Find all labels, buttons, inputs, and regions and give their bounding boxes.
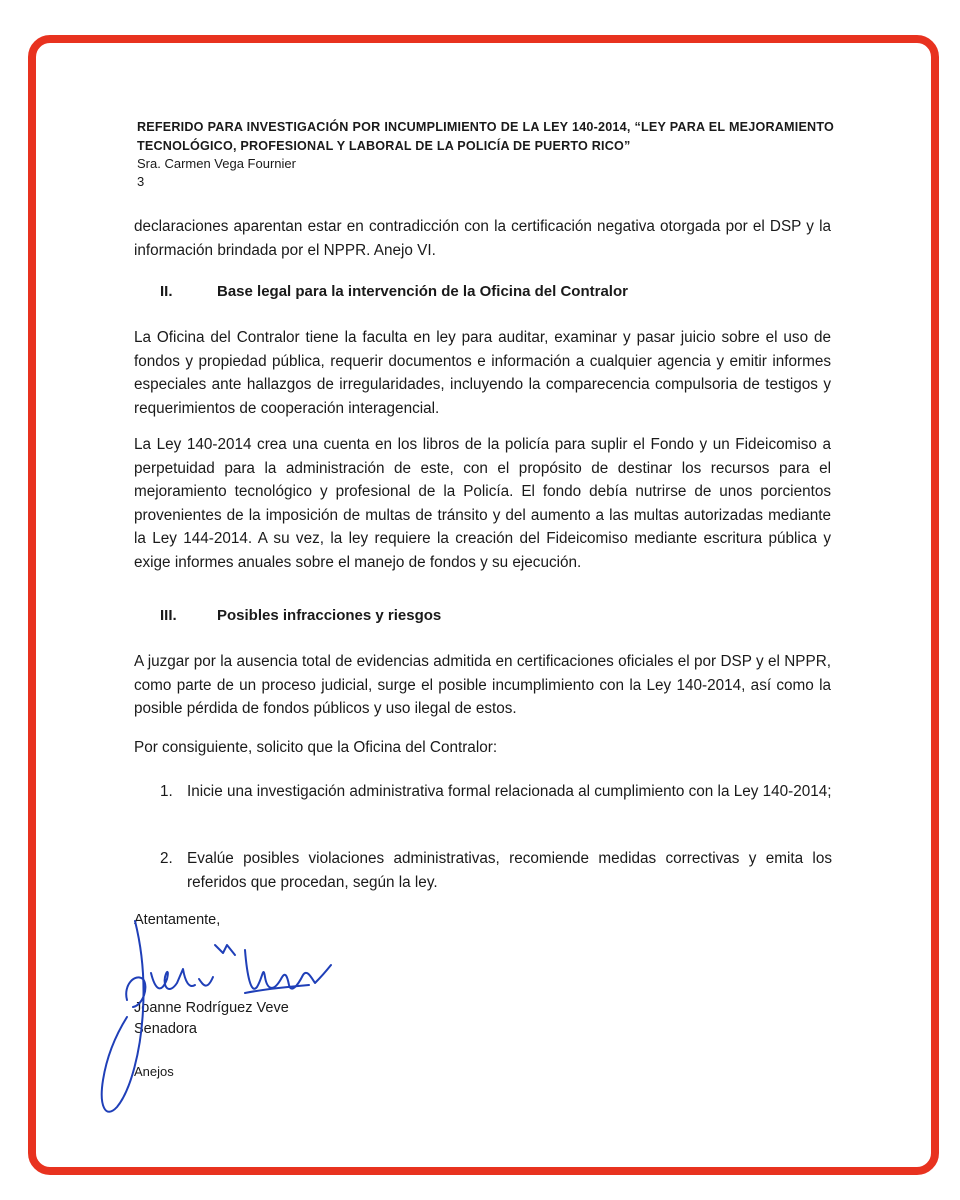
list-item-number: 1. [160,783,173,800]
list-item-number: 2. [160,850,173,867]
paragraph-infractions: A juzgar por la ausencia total de evidencias admitida en certificaciones oficiales el por DSP y el NPPR, como parte de un proceso judicial, surge el posible incumplimiento con la Ley 140-2014, así como la posible pérdida de fondos públicos y uso ilegal de estos. [134,653,831,717]
signer-title: Senadora [134,1021,197,1037]
intro-paragraph: declaraciones aparentan estar en contradicción con la certificación negativa otorgada por el DSP y la información brindada por el NPPR. Anejo VI. [134,218,831,259]
paragraph-request-intro: Por consiguiente, solicito que la Oficina del Contralor: [134,739,498,756]
section-heading-iii [160,606,441,626]
attachments-note: Anejos [134,1064,174,1079]
section-title: Posibles infracciones y riesgos [217,607,442,624]
section-heading-ii [160,282,628,302]
signer-name: Joanne Rodríguez Veve [134,1000,289,1016]
section-number: III. [160,607,177,624]
section-title: Base legal para la intervención de la Oficina del Contralor [217,283,628,300]
recipient-name: Sra. Carmen Vega Fournier [137,156,296,171]
list-item [160,780,832,804]
list-item [160,847,832,894]
closing-salutation: Atentamente, [134,912,221,928]
section-number: II. [160,283,173,300]
list-item-text: Inicie una investigación administrativa formal relacionada al cumplimiento con la Ley 140-2014; [187,783,832,800]
paragraph-ley-140: La Ley 140-2014 crea una cuenta en los libros de la policía para suplir el Fondo y un Fideicomiso a perpetuidad para la administración de este, con el propósito de destinar los recursos para el mejoramiento tecnológico y profesional de la Policía. El fondo debía nutrirse de unos porcientos provenientes de la imposición de multas de tránsito y del aumento a las multas autorizadas mediante la Ley 144-2014. A su vez, la ley requiere la creación del Fideicomiso mediante escritura pública y exige informes anuales sobre el manejo de fondos y su ejecución. [134,436,831,571]
letter-subject-heading: REFERIDO PARA INVESTIGACIÓN POR INCUMPLIMIENTO DE LA LEY 140-2014, “LEY PARA EL MEJORAMIENTO TECNOLÓGICO, PROFESIONAL Y LABORAL DE LA POLICÍA DE PUERTO RICO” [137,120,834,153]
handwritten-signature [95,915,345,1125]
page-number: 3 [137,174,145,189]
paragraph-legal-basis: La Oficina del Contralor tiene la faculta en ley para auditar, examinar y pasar juicio sobre el uso de fondos y propiedad pública, requerir documentos e información a cualquier agencia y emitir informes especiales ante hallazgos de irregularidades, incluyendo la comparecencia compulsoria de testigos y requerimientos de cooperación interagencial. [134,329,831,417]
list-item-text: Evalúe posibles violaciones administrativas, recomiende medidas correctivas y emita los referidos que procedan, según la ley. [187,850,832,891]
